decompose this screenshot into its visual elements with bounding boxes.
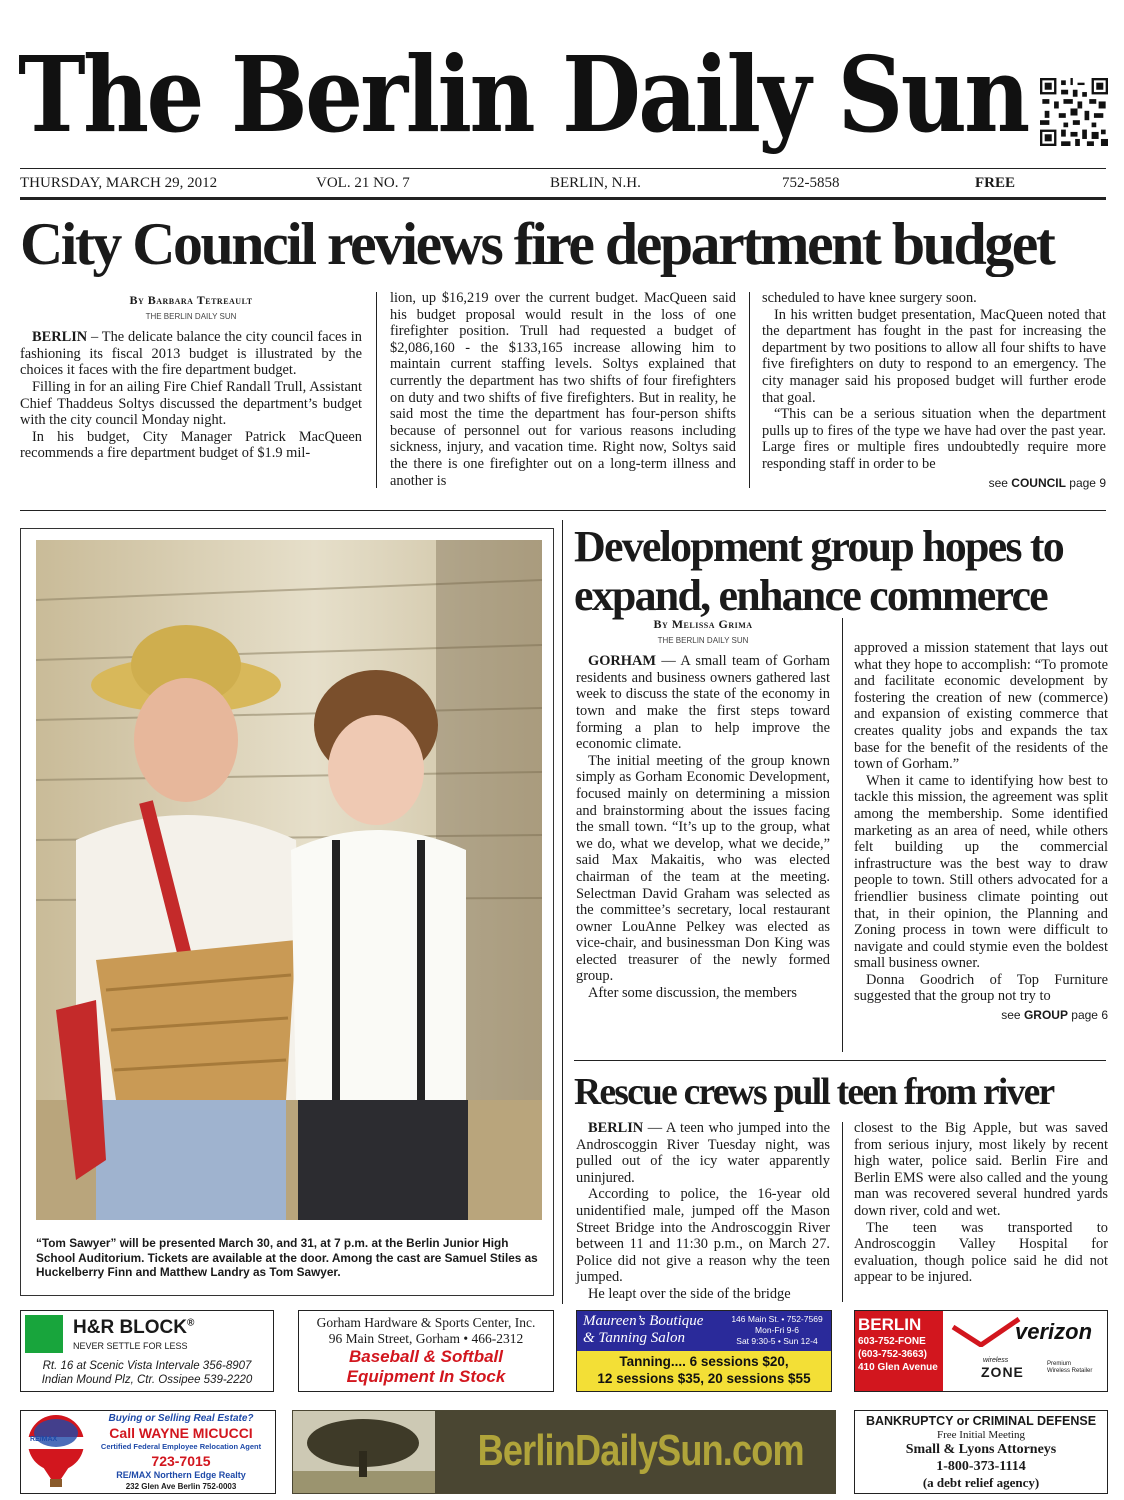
remax-balloon-icon [25,1413,87,1491]
maureens-offer: Tanning.... 6 sessions $20, [619,1354,789,1369]
lawyers-ad[interactable] [854,1410,1108,1494]
issue-location: BERLIN, N.H. [550,175,641,191]
lead-paragraph: Filling in for an ailing Fire Chief Randall Trull, Assistant Chief Thaddeus Soltys discussed the department’s budget with the city council Monday night. [20,378,362,429]
lead-byline: By Barbara Tetreault [129,293,253,307]
qr-code-icon [1040,78,1108,146]
issue-phone: 752-5858 [782,175,840,191]
verizon-phone: (603-752-3663) [858,1349,927,1360]
lead-paragraph: In his written budget presentation, MacQueen noted that the department has fought in the past for increasing the department by two positions to allow all four shifts to have five firefighters on duty to respond to an emergency. The city manager said his proposed budget will further erode that goal. [762,306,1106,406]
lawyers-firm: Small & Lyons Attorneys [905,1442,1057,1457]
rescue-headline: Rescue crews pull teen from river [574,1071,1054,1113]
section-rule [20,510,1106,511]
dateline-bar [20,168,1106,200]
column-rule [749,292,750,488]
hrblock-logo-icon [25,1315,63,1353]
verizon-address: 410 Glen Avenue [858,1362,938,1373]
hrblock-name: H&R BLOCK® [73,1317,195,1338]
remax-question: Buying or Selling Real Estate? [108,1413,254,1424]
website-ad[interactable] [292,1410,836,1494]
hrblock-tagline: NEVER SETTLE FOR LESS [73,1341,188,1351]
lead-column-2 [390,290,736,489]
remax-address: 232 Glen Ave Berlin 752-0003 [125,1482,237,1491]
lead-headline: City Council reviews fire department budget [20,211,1054,277]
lawyers-sub: Free Initial Meeting [937,1429,1025,1441]
column-rule [562,520,563,1304]
section-rule [574,1060,1106,1061]
issue-volume: VOL. 21 NO. 7 [316,175,410,191]
issue-price: FREE [975,175,1016,191]
rescue-paragraph: closest to the Big Apple, but was saved from serious injury, most likely by recent high water, police said. Berlin Fire and Berlin EMS were also called and the young man was recovered several hundred yards down river, cold and wet. [854,1120,1108,1219]
lead-paragraph: “This can be a serious situation when the department pulls up to fires of the type we have had over the past year. Large fires or multiple fires undoubtedly require more responding staff in order to be [762,406,1106,472]
verizon-city: BERLIN [858,1315,922,1334]
verizon-zone-label: wireless [983,1357,1009,1364]
rescue-paragraph: He leapt over the side of the bridge [588,1285,791,1302]
maureens-hours: Sat 9:30-5 • Sun 12-4 [736,1336,818,1346]
verizon-dealer: Wireless Retailer [1047,1368,1093,1374]
column-rule [842,1122,843,1302]
lawyers-phone: 1-800-373-1114 [936,1459,1026,1474]
rescue-dateline: BERLIN [588,1120,644,1136]
lawyers-note: (a debt relief agency) [922,1475,1040,1490]
verizon-check-icon [951,1317,1021,1347]
lead-byline-sub: THE BERLIN DAILY SUN [145,311,237,321]
development-column-2 [854,640,1108,1024]
development-jump[interactable]: see GROUP page 6 [1001,1008,1108,1023]
rescue-paragraph: According to police, the 16-year old unidentified male, jumped off the Mason Street Bridge into the Androscoggin River between 11 and 11:30 p.m., on March 27. Police did not give a reason why the teen jumped. [576,1186,830,1286]
issue-date: THURSDAY, MARCH 29, 2012 [20,175,218,191]
column-rule [376,292,377,488]
remax-phone: 723-7015 [151,1453,211,1469]
website-url: BerlinDailySun.com [477,1426,804,1475]
development-byline: By Melissa Grima [653,617,753,631]
rescue-paragraph: — A teen who jumped into the Androscoggin River Tuesday night, was pulled out of the icy water apparently uninjured. [576,1120,830,1186]
development-paragraph: — A small team of Gorham residents and business owners gathered last week to discuss the state of the economy in town and make the first steps toward forming a plan to help improve the economic climate. [576,653,830,753]
remax-ad[interactable] [20,1410,276,1494]
gorham-hardware-ad[interactable] [298,1310,554,1392]
maureens-offer: 12 sessions $35, 20 sessions $55 [597,1371,811,1386]
maureens-ad[interactable] [576,1310,832,1392]
development-paragraph: After some discussion, the members [588,985,798,1002]
lead-column-1 [20,288,362,462]
verizon-ad[interactable] [854,1310,1108,1392]
hrblock-ad[interactable] [20,1310,274,1392]
maureens-hours: Mon-Fri 9-6 [755,1325,799,1335]
gorham-hardware-promo: Equipment In Stock [346,1367,506,1386]
development-headline: Development group hopes to expand, enhance commerce [574,522,1063,620]
rescue-column-1 [576,1120,830,1303]
maureens-name: & Tanning Salon [583,1330,685,1346]
lead-paragraph: scheduled to have knee surgery soon. [762,290,977,306]
maureens-address: 146 Main St. • 752-7569 [731,1314,823,1324]
maureens-name: Maureen’s Boutique [583,1313,704,1329]
tom-sawyer-photo [36,540,542,1220]
remax-call: Call WAYNE MICUCCI [109,1425,253,1441]
development-paragraph: The initial meeting of the group known simply as Gorham Economic Development, focused mainly on determining a mission and brainstorming about the issues facing the small town. “It’s up to the group, what we do, what we develop, what we decide,” said Max Makaitis, who was elected chairman of the team at the meeting. Selectman David Graham was selected as the committee’s secretary, local restaurant owner LouAnne Pelkey was elected as vice-chair, and businessman Don King was elected treasurer of the newly formed group. [576,752,830,985]
development-paragraph: Donna Goodrich of Top Furniture suggested that the group not try to [854,971,1108,1005]
lead-dateline: BERLIN [32,329,88,346]
development-paragraph: When it came to identifying how best to tackle this mission, the agreement was split among the membership. Some identified marketing as an area of need, while others felt building up the commercial infrastructure was the best way to draw people to town. Still others advocated for a friendlier business climate pointing out that, in their opinion, the Planning and Zoning process in town were difficult to navigate and could stymie even the boldest small business owner. [854,772,1108,972]
rescue-paragraph: The teen was transported to Androscoggin Valley Hospital for evaluation, though police said he did not appear to be injured. [854,1219,1108,1286]
gorham-hardware-promo: Baseball & Softball [349,1347,503,1366]
development-dateline: GORHAM [588,653,656,670]
hrblock-address: Indian Mound Plz, Ctr. Ossipee 539-2220 [41,1374,253,1386]
tree-icon [293,1411,435,1493]
development-byline-sub: THE BERLIN DAILY SUN [657,635,749,645]
lead-paragraph: In his budget, City Manager Patrick MacQueen recommends a fire department budget of $1.9 mil- [20,428,362,462]
column-rule [842,618,843,1052]
lawyers-headline: BANKRUPTCY or CRIMINAL DEFENSE [865,1414,1097,1428]
hrblock-address: Rt. 16 at Scenic Vista Intervale 356-8907 [42,1360,252,1372]
lead-paragraph: – The delicate balance the city council faces in fashioning its fiscal 2013 budget is illustrated by the choices it faces with the fire department budget. [20,329,362,379]
lead-paragraph: lion, up $16,219 over the current budget. MacQueen said his budget proposal would result in the loss of one firefighter position. Trull had requested a budget of $2,086,160 - the $133,165 increase allowing him to maintain current staffing levels. Soltys explained that currently the department has two shifts of four firefighters on duty and two shifts of five firefighters. But in reality, he said most the time the department has four-person shifts because of personnel out for various reasons including sickness, injury, and vacation time. Right now, Soltys said the there is one firefighter out on a long-term illness and another is [390,290,736,489]
lead-column-3 [762,290,1106,491]
verizon-dealer: Premium [1047,1361,1072,1367]
development-paragraph: approved a mission statement that lays out what they hope to accomplish: “To promote and facilitate economic development by fostering the creation of new (commerce) and expansion of existing commerce that creates quality jobs and expands the tax base for the benefit of the residents of the town of Gorham.” [854,640,1108,773]
masthead-title: The Berlin Daily Sun [18,33,1028,156]
verizon-logo: verizon [1015,1319,1093,1344]
rescue-column-2 [854,1120,1108,1286]
gorham-hardware-name: Gorham Hardware & Sports Center, Inc. [316,1315,536,1330]
verizon-phone: 603-752-FONE [858,1336,926,1347]
remax-agency: RE/MAX Northern Edge Realty [116,1470,246,1480]
verizon-zone-logo: ZONE [981,1364,1024,1380]
development-column-1 [576,612,830,1002]
remax-logo: RE/MAX [30,1436,58,1443]
gorham-hardware-address: 96 Main Street, Gorham • 466-2312 [328,1331,524,1346]
remax-cert: Certified Federal Employee Relocation Agent [100,1442,262,1451]
photo-caption: “Tom Sawyer” will be presented March 30, and 31, at 7 p.m. at the Berlin Junior High School Auditorium. Tickets are available at the door. Among the cast are Samuel Stiles as Huckelberry Finn and Matthew Landry as Tom Sawyer. [36,1236,538,1279]
lead-jump[interactable]: see COUNCIL page 9 [988,475,1106,490]
